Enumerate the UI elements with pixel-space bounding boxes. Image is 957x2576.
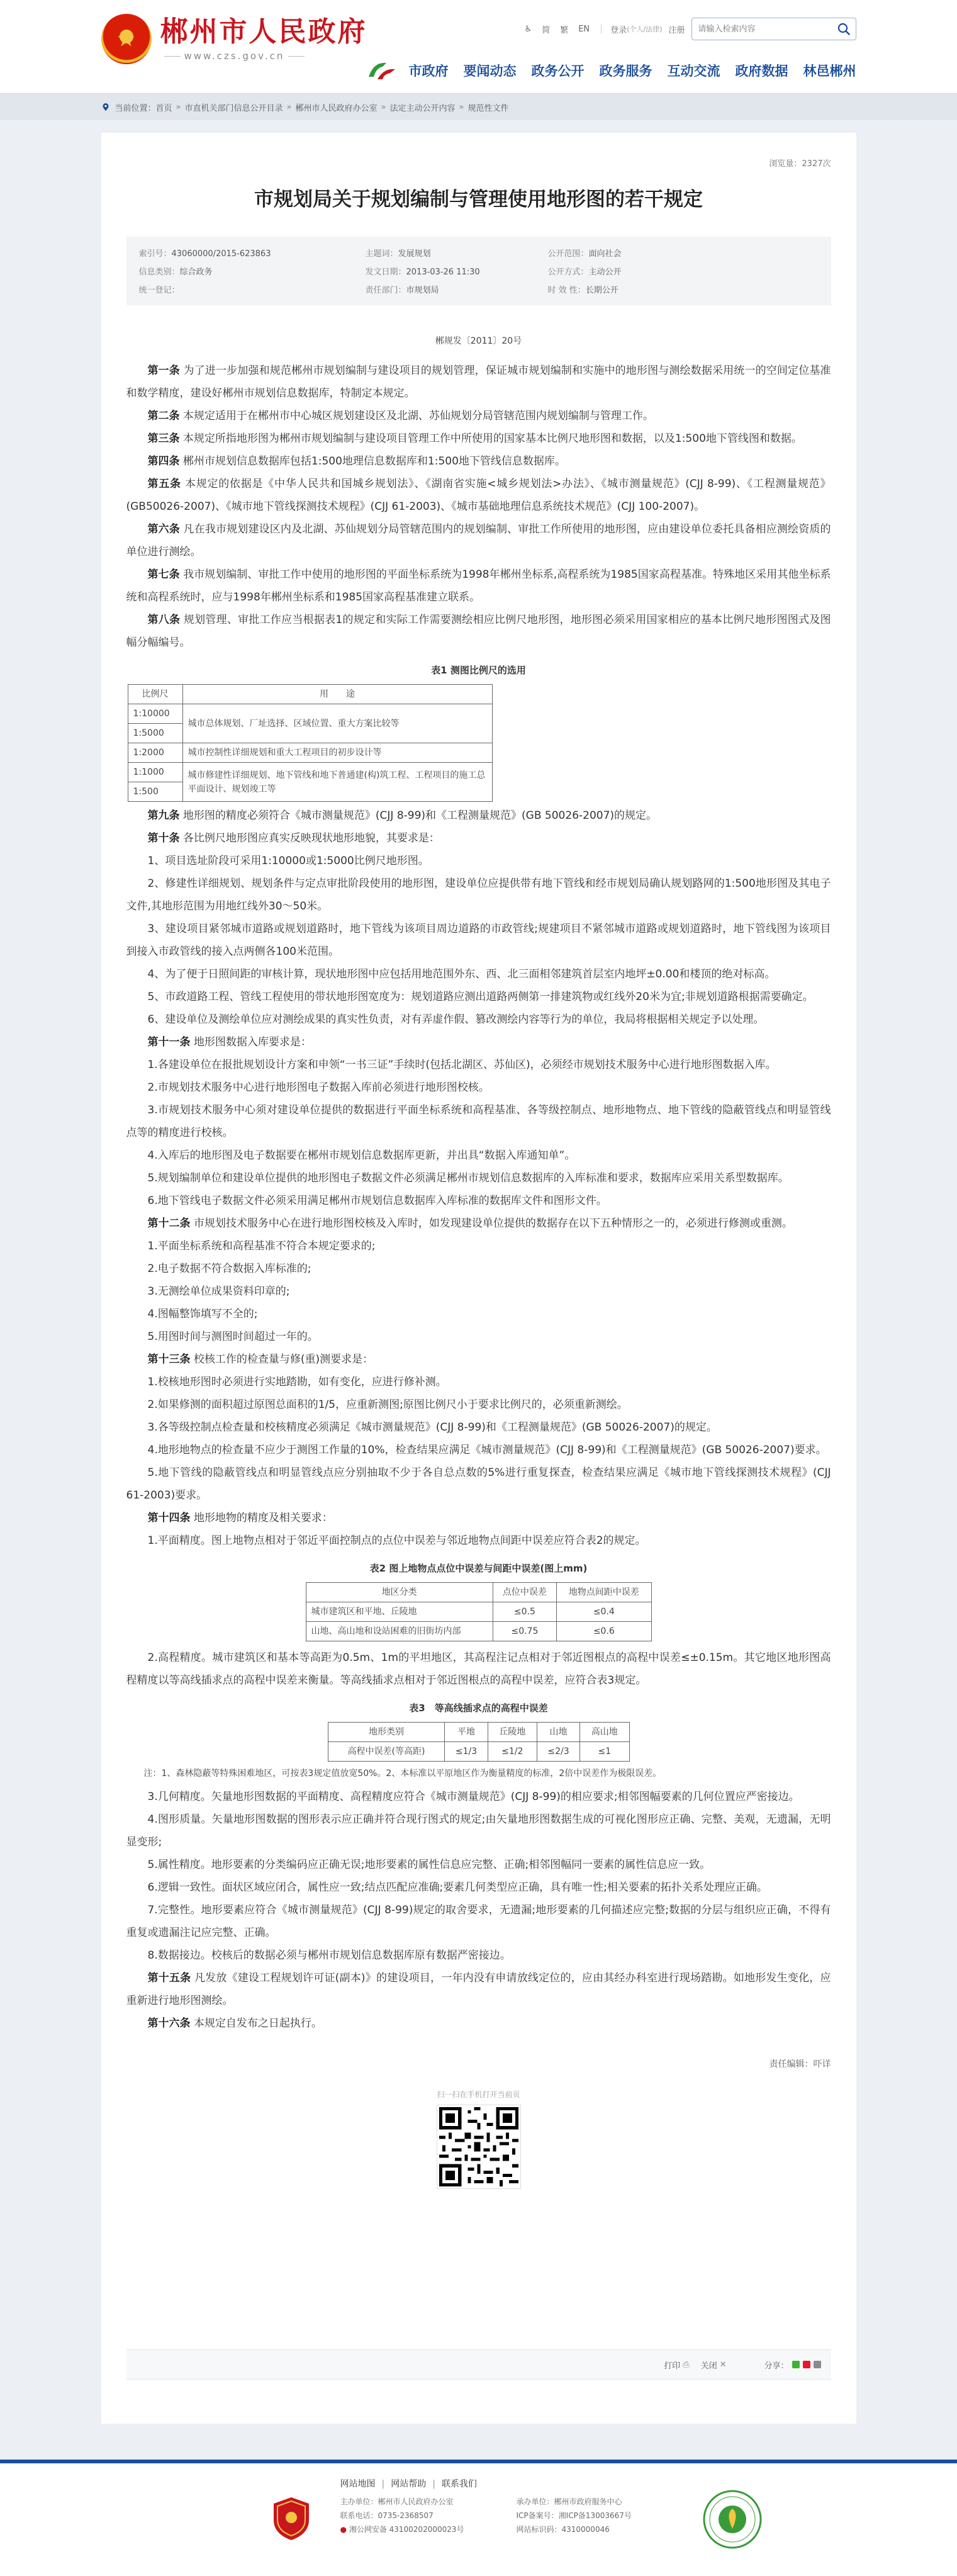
breadcrumb-label: 当前位置： xyxy=(115,103,156,113)
table-row: 山地、高山地和设站困难的旧街坊内部 ≤0.75 ≤0.6 xyxy=(306,1622,651,1641)
accessibility-icon[interactable]: ♿ xyxy=(524,24,532,34)
footer-icp[interactable]: ICP备案号：湘ICP备13003667号 xyxy=(516,2511,632,2520)
article-item: 6.逻辑一致性。面状区域应闭合，属性应一致;结点匹配应准确;要素几何类型应正确，具有唯一性;相关要素的拓扑关系处理应正确。 xyxy=(147,1881,768,1894)
article-item: 1、项目选址阶段可采用1:10000或1:5000比例尺地形图。 xyxy=(147,855,429,867)
site-name: 郴州市人民政府 xyxy=(160,16,367,48)
search-box xyxy=(691,18,856,40)
table-row: 1:2000 城市控制性详细规划和重大工程项目的初步设计等 xyxy=(128,743,492,763)
share-weibo-icon[interactable] xyxy=(803,2361,810,2368)
article-item: 1.平面精度。图上地物点相对于邻近平面控制点的点位中误差与邻近地物点间距中误差应符合表2的规定。 xyxy=(147,1534,646,1547)
article-clause: 第三条 本规定所指地形图为郴州市规划编制与建设项目管理工作中所使用的国家基本比例尺地形图和数据，以及1:500地下管线图和数据。 xyxy=(147,432,802,445)
table-header: 平地 xyxy=(445,1723,488,1742)
article-item: 5.用图时间与测图时间超过一年的。 xyxy=(147,1330,318,1343)
table-row: 1:1000 城市修建性详细规划、地下管线和地下普通建(构)筑工程、工程项目的施工总平面设计、规划竣工等 xyxy=(128,763,492,782)
article-item: 3.几何精度。矢量地形图数据的平面精度、高程精度应符合《城市测量规范》(CJJ 8-99)的相应要求;相邻图幅要素的几何位置应严密接边。 xyxy=(147,1791,800,1803)
meta-index-value: 43060000/2015-623863 xyxy=(171,249,271,259)
breadcrumb-bar xyxy=(0,93,957,120)
print-button[interactable]: 打印 ⎙ xyxy=(664,2359,690,2371)
lang-simplified[interactable]: 简 xyxy=(542,25,551,35)
article-card xyxy=(101,133,856,2424)
meta-scope-label: 公开范围： xyxy=(547,249,589,259)
breadcrumb xyxy=(101,94,856,120)
accuracy-table xyxy=(306,1582,652,1641)
table-header: 用 途 xyxy=(182,685,492,704)
login-link[interactable]: 登录 xyxy=(610,25,627,35)
article-item: 4.地形地物点的检查量不应少于测图工作量的10%，检查结果应满足《城市测量规范》(CJJ 8-99)和《工程测量规范》(GB 50026-2007)要求。 xyxy=(147,1444,827,1456)
footer-host: 主办单位：郴州市人民政府办公室 xyxy=(340,2497,454,2506)
top-toolbar xyxy=(525,18,856,40)
article-item: 2.市规划技术服务中心进行地形图电子数据入库前必须进行地形图校核。 xyxy=(147,1081,490,1094)
article-item: 5.属性精度。地形要素的分类编码应正确无误;地形要素的属性信息应完整、正确;相邻图幅同一要素的属性信息应一致。 xyxy=(147,1859,711,1871)
meta-code-label: 统一登记： xyxy=(138,286,180,295)
article-clause: 第十一条 地形图数据入库要求是： xyxy=(147,1036,311,1049)
meta-status-label: 时 效 性： xyxy=(547,286,586,295)
article-item: 2.高程精度。城市建筑区和基本等高距为0.5m、1m的平坦地区，其高程注记点相对于邻近图根点的高程中误差≤±0.15m。其它地区地形图高程精度以等高线插求点的高程中误差来衡量。等高线插求点相对于邻近图根点的高程中误差，应符合表3规定。 xyxy=(126,1651,831,1687)
footer-links: 网站地图 | 网站帮助 | 联系我们 xyxy=(340,2479,477,2489)
table-note: 注：1、森林隐蔽等特殊困难地区，可按表3规定值放宽50%。2、本标准以平原地区作为衡量精度的标准，2倍中误差作为极限误差。 xyxy=(143,1769,662,1779)
article-clause: 第六条 凡在我市规划建设区内及北湖、苏仙规划分局管辖范围内的规划编制、审批工作所使用的地形图，应由建设单位委托具备相应测绘资质的单位进行测绘。 xyxy=(126,523,831,558)
table-header: 丘陵地 xyxy=(488,1723,537,1742)
breadcrumb-normative-docs[interactable]: 规范性文件 xyxy=(467,103,509,113)
qr-code xyxy=(437,2105,521,2189)
meta-scope-value: 面向社会 xyxy=(588,249,622,259)
meta-subject-label: 主题词： xyxy=(365,249,398,259)
article-item: 6.地下管线电子数据文件必须采用满足郴州市规划信息数据库入库标准的数据库文件和图形文件。 xyxy=(147,1195,607,1207)
table-header: 高山地 xyxy=(580,1723,629,1742)
nav-item-services[interactable]: 政务服务 xyxy=(599,64,652,79)
article-item: 6、建设单位及测绘单位应对测绘成果的真实性负责，对有弄虚作假、篡改测绘内容等行为的单位，我局将根据相关规定予以处理。 xyxy=(147,1013,764,1026)
help-link[interactable]: 网站帮助 xyxy=(391,2479,427,2489)
article-clause: 第十二条 市规划技术服务中心在进行地形图校核及入库时，如发现建设单位提供的数据存在以下五种情形之一的，必须进行修测或重测。 xyxy=(147,1217,793,1230)
article-item: 5.地下管线的隐蔽管线点和明显管线点应分别抽取不少于各自总点数的5%进行重复探查，检查结果应满足《城市地下管线探测技术规程》(CJJ 61-2003)要求。 xyxy=(126,1466,831,1502)
nav-item-disclosure[interactable]: 政务公开 xyxy=(531,64,585,79)
article-meta xyxy=(126,237,831,305)
article-item: 4、为了便于日照间距的审核计算，现状地形图中应包括用地范围外东、西、北三面相邻建筑首层室内地坪±0.00和楼顶的绝对标高。 xyxy=(147,968,776,981)
location-pin-icon xyxy=(101,103,110,111)
article-clause: 第十四条 地形地物的精度及相关要求： xyxy=(147,1512,333,1524)
login-note: (个人/法律) xyxy=(627,25,663,33)
article-clause: 第十五条 凡发放《建设工程规划许可证(副本)》的建设项目，一年内没有申请放线定位的，应由其经办科室进行现场踏勘。如地形发生变化，应重新进行地形图测绘。 xyxy=(126,1972,831,2007)
table3-caption: 表3 等高线插求点的高程中误差 xyxy=(409,1702,548,1714)
footer-police[interactable]: ● 湘公网安备 43100202000023号 xyxy=(340,2525,464,2534)
table-header: 比例尺 xyxy=(128,685,182,704)
article-item: 5、市政道路工程、管线工程使用的带状地形图宽度为：规划道路应测出道路两侧第一排建筑物或红线外20米为宜;非规划道路根据需要确定。 xyxy=(147,991,814,1003)
article-clause: 第九条 地形图的精度必须符合《城市测量规范》(CJJ 8-99)和《工程测量规范》(GB 50026-2007)的规定。 xyxy=(147,809,658,822)
article-item: 8.数据接边。校核后的数据必须与郴州市规划信息数据库原有数据严密接边。 xyxy=(147,1949,511,1962)
national-emblem-icon xyxy=(101,14,152,64)
article-tools xyxy=(126,2349,831,2380)
nav-item-news[interactable]: 要闻动态 xyxy=(463,64,517,79)
article-item: 2、修建性详细规划、规划条件与定点审批阶段使用的地形图，建设单位应提供带有地下管线和经市规划局确认规划路网的1:500地形图及其电子文件,其地形范围为用地红线外30～50米。 xyxy=(126,877,831,913)
contact-link[interactable]: 联系我们 xyxy=(441,2479,477,2489)
meta-index-label: 索引号： xyxy=(138,249,172,259)
footer-phone: 联系电话：0735-2368507 xyxy=(340,2511,434,2520)
qr-code-icon xyxy=(439,2107,518,2186)
article-clause: 第四条 郴州市规划信息数据库包括1:500地理信息数据库和1:500地下管线信息数据库。 xyxy=(147,455,566,468)
article-item: 3、建设项目紧邻城市道路或规划道路时，地下管线为该项目周边道路的市政管线;规建项目不紧邻城市道路或规划道路时，地下管线图为该项目到接入市政管线的接入点两侧各100米范围。 xyxy=(126,923,831,958)
table-header: 点位中误差 xyxy=(493,1583,556,1602)
party-gov-badge-icon[interactable] xyxy=(271,2496,311,2541)
article-clause: 第七条 我市规划编制、审批工作中使用的地形图的平面坐标系统为1998年郴州坐标系,高程系统为1985国家高程基准。特殊地区采用其他坐标系统和高程系统时，应与1998年郴州坐标系和1985国家高程基准建立联系。 xyxy=(126,568,831,604)
article-item: 1.平面坐标系统和高程基准不符合本规定要求的; xyxy=(147,1240,376,1252)
table-row: 1:500 xyxy=(128,782,492,802)
nav-item-government[interactable]: 市政府 xyxy=(408,64,449,79)
nav-item-data[interactable]: 政府数据 xyxy=(735,64,788,79)
lang-english[interactable]: EN xyxy=(578,24,590,34)
table2-caption: 表2 图上地物点点位中误差与间距中误差(图上mm) xyxy=(369,1563,588,1574)
meta-date-value: 2013-03-26 11:30 xyxy=(406,267,480,277)
article-clause: 第十三条 校核工作的检查量与修(重)测要求是： xyxy=(147,1353,374,1366)
breadcrumb-separator-icon: » xyxy=(381,102,386,112)
divider xyxy=(601,25,602,33)
breadcrumb-dept-catalog[interactable]: 市直机关部门信息公开目录 xyxy=(184,103,283,113)
breadcrumb-disclosure[interactable]: 法定主动公开内容 xyxy=(389,103,456,113)
elevation-table xyxy=(328,1722,630,1762)
footer-info xyxy=(340,2495,705,2536)
article-item: 4.图幅整饰填写不全的; xyxy=(147,1308,258,1320)
share-section: 分享： xyxy=(764,2359,820,2371)
meta-category-value: 综合政务 xyxy=(179,267,213,277)
article-item: 2.如果修测的面积超过原图总面积的1/5，应重新测图;原图比例尺小于要求比例尺的，必须重新测绘。 xyxy=(147,1398,628,1411)
footer-site-code: 网站标识码：4310000046 xyxy=(516,2525,610,2534)
close-icon: ✕ xyxy=(719,2359,727,2370)
nav-item-interaction[interactable]: 互动交流 xyxy=(667,64,720,79)
lang-traditional[interactable]: 繁 xyxy=(560,25,569,35)
article-item: 2.电子数据不符合数据入库标准的; xyxy=(147,1263,311,1275)
article-item: 4.入库后的地形图及电子数据要在郴州市规划信息数据库更新，并出具“数据入库通知单”。 xyxy=(147,1149,576,1162)
meta-category-label: 信息类别： xyxy=(138,267,180,277)
scale-table xyxy=(128,684,493,802)
table-row: 城市建筑区和平地、丘陵地 ≤0.5 ≤0.4 xyxy=(306,1602,651,1622)
article-clause: 第十六条 本规定自发布之日起执行。 xyxy=(147,2017,322,2030)
site-url: www.czs.gov.cn xyxy=(160,50,367,62)
error-correction-badge-icon[interactable] xyxy=(703,2490,762,2549)
share-wechat-icon[interactable] xyxy=(792,2361,800,2368)
close-button[interactable]: 关闭 ✕ xyxy=(700,2359,727,2371)
footer-undertake: 承办单位：郴州市政府服务中心 xyxy=(516,2497,622,2506)
table-header: 地区分类 xyxy=(306,1583,493,1602)
article-body xyxy=(126,359,831,2035)
breadcrumb-office[interactable]: 郴州市人民政府办公室 xyxy=(295,103,378,113)
article-item: 3.无测绘单位成果资料印章的; xyxy=(147,1285,290,1298)
sitemap-link[interactable]: 网站地图 xyxy=(340,2479,376,2489)
site-header xyxy=(0,0,957,93)
search-input[interactable] xyxy=(692,20,832,38)
article-item: 5.规划编制单位和建设单位提供的地形图电子数据文件必须满足郴州市规划信息数据库的入库标准和要求，数据库应采用关系型数据库。 xyxy=(147,1172,789,1184)
table-row: 1:10000 城市总体规划、厂址选择、区域位置、重大方案比较等 xyxy=(128,704,492,724)
breadcrumb-separator-icon: » xyxy=(176,102,181,112)
article-item: 7.完整性。地形要素应符合《城市测量规范》(CJJ 8-99)规定的取舍要求，无遗漏;地形要素的几何描述应完整;数据的分层与组织应正确，不得有重复或遗漏注记应完整、正确。 xyxy=(126,1904,831,1939)
table-row: 1:5000 xyxy=(128,724,492,743)
view-count: 浏览量：2327次 xyxy=(769,159,831,169)
breadcrumb-separator-icon: » xyxy=(286,102,292,112)
search-icon xyxy=(837,23,850,35)
site-logo[interactable] xyxy=(101,14,367,64)
meta-mode-label: 公开方式： xyxy=(547,267,589,277)
meta-dept-value: 市规划局 xyxy=(406,286,439,295)
share-more-icon[interactable] xyxy=(814,2361,821,2368)
meta-mode-value: 主动公开 xyxy=(588,267,622,277)
article-clause: 第一条 为了进一步加强和规范郴州市规划编制与建设项目的规划管理，保证城市规划编制和实施中的地形图与测绘数据采用统一的空间定位基准和数学精度，建设好郴州市规划信息数据库，特制定本规定。 xyxy=(126,364,831,400)
search-button[interactable] xyxy=(832,18,856,40)
article-clause: 第五条 本规定的依据是《中华人民共和国城乡规划法》、《湖南省实施<城乡规划法>办法》、《城市测量规范》(CJJ 8-99)、《工程测量规范》(GB50026-2007)、《城市地下管线探测技术规程》(CJJ 61-2003)、《城市基础地理信息系统技术规范》(CJJ 100-2007)。 xyxy=(126,478,831,513)
register-link[interactable]: 注册 xyxy=(668,25,685,35)
article-item: 1.各建设单位在报批规划设计方案和申领“一书三证”手续时(包括北湖区、苏仙区)，必须经市规划技术服务中心进行地形图数据入库。 xyxy=(147,1059,776,1071)
responsible-editor: 责任编辑：吓详 xyxy=(769,2059,831,2069)
table-header: 地形类别 xyxy=(328,1723,445,1742)
nav-item-linyi[interactable]: 林邑郴州 xyxy=(803,64,856,79)
document-number: 郴规发〔2011〕20号 xyxy=(435,336,522,346)
table1-caption: 表1 测图比例尺的选用 xyxy=(431,665,526,676)
meta-subject-value: 发展规划 xyxy=(398,249,431,259)
breadcrumb-home[interactable]: 首页 xyxy=(155,103,172,113)
article-item: 1.校核地形图时必须进行实地踏勘，如有变化，应进行修补测。 xyxy=(147,1376,447,1388)
article-item: 3.各等级控制点检查量和校核精度必须满足《城市测量规范》(CJJ 8-99)和《工程测量规范》(GB 50026-2007)的规定。 xyxy=(147,1421,717,1434)
article-item: 4.图形质量。矢量地形图数据的图形表示应正确并符合现行图式的规定;由矢量地形图数据生成的可视化图形应正确、完整、美观，无遗漏，无明显变形; xyxy=(126,1813,831,1848)
meta-date-label: 发文日期： xyxy=(365,267,406,277)
meta-status-value: 长期公开 xyxy=(585,286,618,295)
main-nav xyxy=(365,58,856,83)
police-badge-icon: ● xyxy=(340,2525,347,2534)
qr-section xyxy=(435,2089,523,2189)
article-clause: 第二条 本规定适用于在郴州市中心城区规划建设区及北湖、苏仙规划分局管辖范围内规划编制与管理工作。 xyxy=(147,410,654,422)
table-row: 高程中误差(等高距) ≤1/3 ≤1/2 ≤2/3 ≤1 xyxy=(328,1742,629,1762)
site-footer xyxy=(0,2460,957,2576)
table-header: 地物点间距中误差 xyxy=(557,1583,651,1602)
home-icon[interactable] xyxy=(365,58,398,83)
article-clause: 第十条 各比例尺地形图应真实反映现状地形地貌，其要求是： xyxy=(147,832,440,845)
table-header: 山地 xyxy=(537,1723,579,1742)
article-clause: 第八条 规划管理、审批工作应当根据表1的规定和实际工作需要测绘相应比例尺地形图，地形图必须采用国家相应的基本比例尺地形图图式及图幅分幅编号。 xyxy=(126,614,831,649)
meta-dept-label: 责任部门： xyxy=(365,286,406,295)
qr-caption: 扫一扫在手机打开当前页 xyxy=(437,2090,520,2099)
article-title: 市规划局关于规划编制与管理使用地形图的若干规定 xyxy=(254,188,703,211)
breadcrumb-separator-icon: » xyxy=(459,102,464,112)
article-item: 3.市规划技术服务中心须对建设单位提供的数据进行平面坐标系统和高程基准、各等级控制点、地形地物点、地下管线的隐蔽管线点和明显管线点等的精度进行校核。 xyxy=(126,1104,831,1139)
printer-icon: ⎙ xyxy=(683,2359,690,2370)
